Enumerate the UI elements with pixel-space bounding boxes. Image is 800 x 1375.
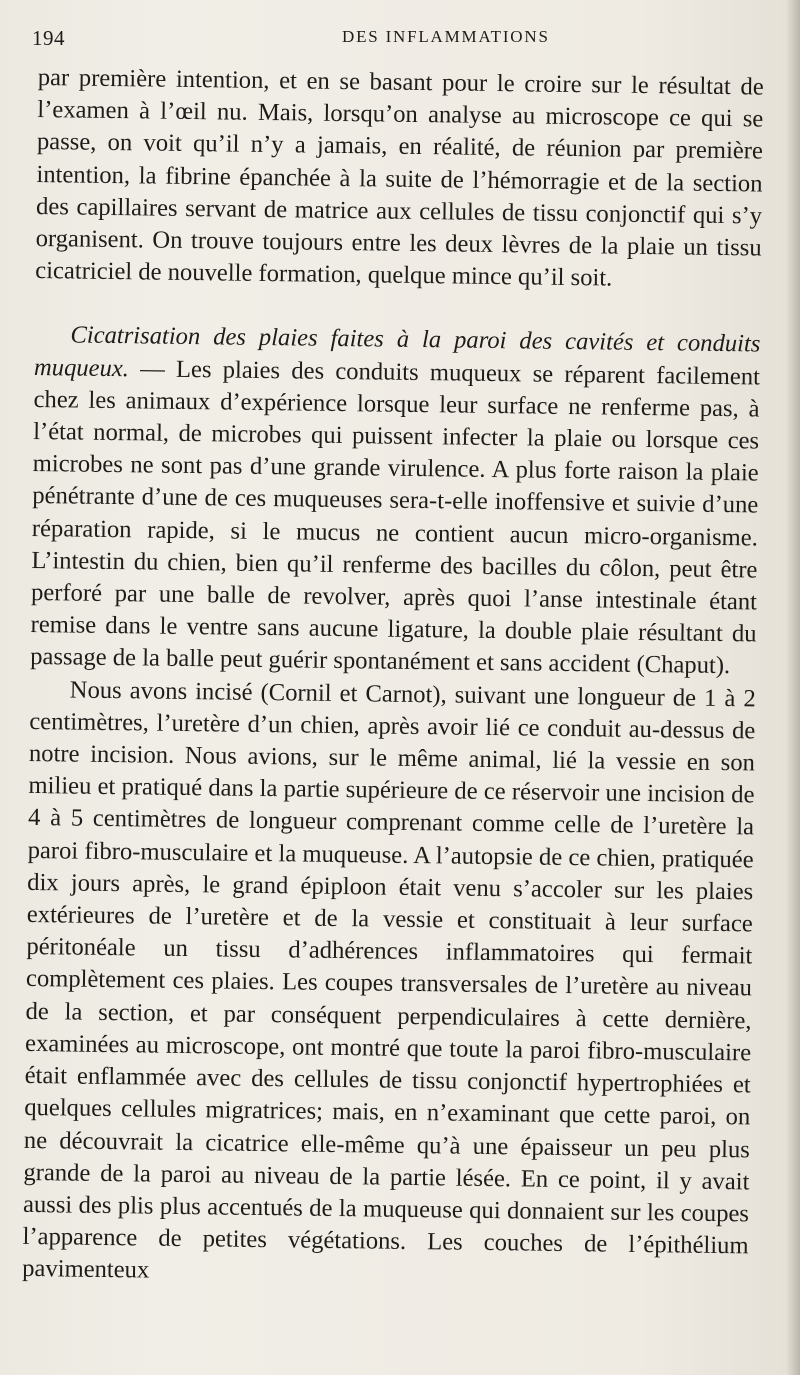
paragraph-2-body: — Les plaies des conduits muqueux se réparent facilement chez les animaux d’expérience lorsque leur surface ne renferme pas, à l’état normal, de microbes qui puissent infecter la plaie ou lorsque ces microbes ne sont pas d’une grande virulence. A plus forte raison la plaie pénétrante d’une de ces muqueuses sera-t-elle inoffensive et suivie d’une réparation rapide, si le mucus ne contient aucun micro-organisme. L’intestin du chien, bien qu’il renferme des bacilles du côlon, peut être perforé par une balle de revolver, après quoi l’anse intestinale étant remise dans le ventre sans aucune ligature, la double plaie résultant du passage de la balle peut guérir spontanément et sans accident (Chaput). <box>30 354 761 680</box>
page-edge-shadow <box>786 0 800 1375</box>
body-text <box>22 62 764 1295</box>
paragraph-3: Nous avons incisé (Cornil et Carnot), suivant une longueur de 1 à 2 centimètres, l’uretère d’un chien, après avoir lié ce conduit au-dessus de notre incision. Nous avions, sur le même animal, lié la vessie en son milieu et pratiqué dans la partie supérieure de ce réservoir une incision de 4 à 5 centimètres de longueur comprenant comme celle de l’uretère la paroi fibro-musculaire et la muqueuse. A l’autopsie de ce chien, pratiquée dix jours après, le grand épiploon était venu s’accoler sur les plaies extérieures de l’uretère et de la vessie et constituait à leur surface péritonéale un tissu d’adhérences inflammatoires qui fermait complètement ces plaies. Les coupes transversales de l’uretère au niveau de la section, et par conséquent perpendiculaires à cette dernière, examinées au microscope, ont montré que toute la paroi fibro-musculaire était enflammée avec des cellules de tissu conjonctif hypertrophiées et quelques cellules migratrices; mais, en n’examinant que cette paroi, on ne découvrait la cicatrice elle-même qu’à une épaisseur un peu plus grande de la paroi au niveau de la partie lésée. En ce point, il y avait aussi des plis plus accentués de la muqueuse qui donnaient sur les coupes l’apparence de petites végétations. Les couches de l’épithélium pavimenteux <box>22 676 756 1284</box>
page-header <box>32 22 760 52</box>
paragraph-1: par première intention, et en se basant pour le croire sur le résultat de l’examen à l’œil nu. Mais, lorsqu’on analyse au microscope ce qui se passe, on voit qu’il n’y a jamais, en réalité, de réunion par première intention, la fibrine épanchée à la suite de l’hémorragie et de la section des capillaires servant de matrice aux cellules de tissu conjonctif qui s’y organisent. On trouve toujours entre les deux lèvres de la plaie un tissu cicatriciel de nouvelle formation, quelque mince qu’il soit. <box>35 63 764 292</box>
running-head: DES INFLAMMATIONS <box>342 27 550 46</box>
paragraph-2 <box>30 319 761 683</box>
page-number: 194 <box>32 26 65 50</box>
section-title: Cicatrisation des plaies faites à la paroi des cavités et conduits muqueux. <box>33 321 761 382</box>
